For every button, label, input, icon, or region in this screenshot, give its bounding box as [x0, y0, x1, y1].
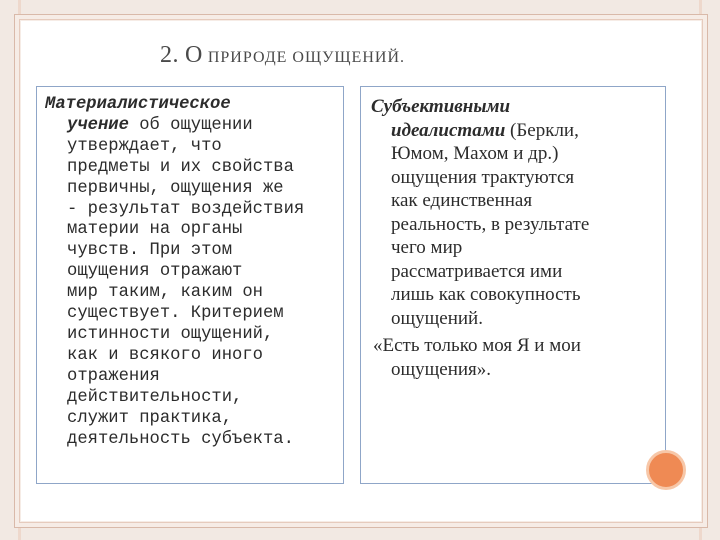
- idealism-keyword-line1: [371, 95, 663, 119]
- materialism-line: существует. Критерием: [67, 304, 284, 324]
- idealism-line: [371, 119, 663, 143]
- materialism-line: действительности,: [67, 387, 243, 407]
- materialism-text: [45, 95, 341, 450]
- idealism-quote-line2: ощущения».: [391, 358, 492, 380]
- idealism-line: реальность, в результате: [391, 213, 590, 235]
- materialism-line: ощущения отражают: [67, 262, 243, 282]
- keyword-subjective: Субъективными: [371, 96, 511, 117]
- slide-title: [160, 42, 405, 69]
- keyword-materialistic: Материалистическое: [45, 95, 231, 114]
- idealism-line: как единственная: [391, 190, 533, 211]
- idealism-line: чего мир: [391, 237, 463, 258]
- materialism-line: истинности ощущений,: [67, 324, 274, 344]
- materialism-line: служит практика,: [67, 408, 233, 428]
- keyword-idealists: идеалистами: [391, 119, 506, 141]
- title-capital: О: [185, 42, 203, 68]
- materialism-line: первичны, ощущения же: [67, 178, 284, 198]
- materialism-line-rest: об ощущении: [128, 115, 253, 135]
- materialism-box: [36, 86, 344, 484]
- materialism-keyword-line1: [45, 95, 231, 114]
- idealism-line: ощущений.: [391, 307, 483, 329]
- materialism-line: [45, 116, 341, 137]
- materialism-line: утверждает, что: [67, 136, 222, 156]
- materialism-line: как и всякого иного: [67, 345, 263, 365]
- idealism-line: рассматривается ими: [391, 260, 563, 282]
- materialism-line: деятельность субъекта.: [67, 429, 294, 449]
- idealism-line: лишь как совокупность: [391, 284, 581, 305]
- materialism-line: чувств. При этом: [67, 241, 233, 261]
- materialism-line: предметы и их свойства: [67, 157, 294, 177]
- idealism-line: ощущения трактуются: [391, 166, 575, 188]
- title-number: 2.: [160, 42, 179, 68]
- orange-circle-icon: [646, 450, 686, 490]
- idealism-box: [360, 86, 666, 484]
- idealism-text: [371, 95, 663, 381]
- materialism-line: отражения: [67, 366, 160, 386]
- materialism-line: материи на органы: [67, 220, 243, 240]
- idealism-quote-line1: «Есть только моя Я и мои: [373, 335, 581, 356]
- keyword-teaching: учение: [67, 115, 129, 135]
- materialism-line: - результат воздействия: [67, 199, 305, 219]
- title-rest: ПРИРОДЕ ОЩУЩЕНИЙ.: [202, 49, 405, 66]
- idealism-line: Юмом, Махом и др.): [391, 143, 559, 164]
- materialism-line: мир таким, каким он: [67, 283, 263, 303]
- idealism-line-rest: (Беркли,: [505, 119, 579, 141]
